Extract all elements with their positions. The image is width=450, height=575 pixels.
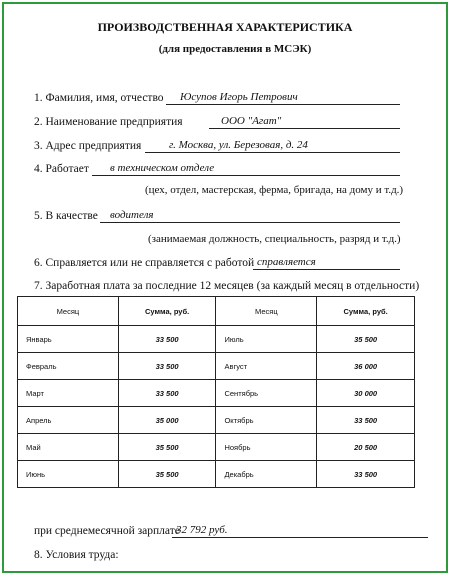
salary-label: 7. Заработная плата за последние 12 месяцев (за каждый месяц в отдельности) bbox=[34, 280, 420, 292]
month-cell: Февраль bbox=[18, 353, 119, 380]
sum-cell[interactable]: 30 000 bbox=[317, 380, 415, 407]
table-row bbox=[18, 353, 415, 380]
address-field[interactable] bbox=[145, 139, 400, 153]
sum-cell[interactable]: 35 500 bbox=[118, 434, 216, 461]
month-cell: Сентябрь bbox=[216, 380, 317, 407]
table-row bbox=[18, 434, 415, 461]
copes-field[interactable] bbox=[253, 256, 400, 270]
average-salary-label: при среднемесячной зарплате bbox=[34, 525, 180, 537]
sum-cell[interactable]: 33 500 bbox=[118, 326, 216, 353]
average-salary-field[interactable] bbox=[172, 524, 428, 538]
position-hint: (занимаемая должность, специальность, разряд и т.д.) bbox=[148, 233, 401, 245]
header-month-2: Месяц bbox=[216, 297, 317, 326]
address-label: 3. Адрес предприятия bbox=[34, 140, 142, 152]
header-sum-1: Сумма, руб. bbox=[118, 297, 216, 326]
month-cell: Октябрь bbox=[216, 407, 317, 434]
conditions-label: 8. Условия труда: bbox=[34, 549, 119, 561]
sum-cell[interactable]: 35 000 bbox=[118, 407, 216, 434]
salary-table bbox=[17, 296, 415, 488]
work-value: в техническом отделе bbox=[110, 162, 215, 174]
work-hint: (цех, отдел, мастерская, ферма, бригада, на дому и т.д.) bbox=[145, 184, 404, 196]
work-label: 4. Работает bbox=[34, 163, 89, 175]
table-header-row bbox=[18, 297, 415, 326]
month-cell: Апрель bbox=[18, 407, 119, 434]
fio-value: Юсупов Игорь Петрович bbox=[180, 91, 298, 103]
org-field[interactable] bbox=[209, 115, 400, 129]
month-cell: Январь bbox=[18, 326, 119, 353]
sum-cell[interactable]: 36 000 bbox=[317, 353, 415, 380]
position-value: водителя bbox=[110, 209, 154, 221]
header-sum-2: Сумма, руб. bbox=[317, 297, 415, 326]
document-title: ПРОИЗВОДСТВЕННАЯ ХАРАКТЕРИСТИКА bbox=[97, 20, 353, 34]
document-subtitle: (для предоставления в МСЭК) bbox=[158, 43, 312, 55]
month-cell: Март bbox=[18, 380, 119, 407]
copes-label: 6. Справляется или не справляется с работой bbox=[34, 257, 255, 269]
sum-cell[interactable]: 33 500 bbox=[118, 380, 216, 407]
sum-cell[interactable]: 20 500 bbox=[317, 434, 415, 461]
position-label: 5. В качестве bbox=[34, 210, 98, 222]
table-row bbox=[18, 461, 415, 488]
month-cell: Июнь bbox=[18, 461, 119, 488]
month-cell: Ноябрь bbox=[216, 434, 317, 461]
month-cell: Июль bbox=[216, 326, 317, 353]
org-value: ООО "Агат" bbox=[221, 115, 282, 127]
table-row bbox=[18, 380, 415, 407]
fio-field[interactable] bbox=[166, 91, 400, 105]
table-row bbox=[18, 326, 415, 353]
position-field[interactable] bbox=[100, 209, 400, 223]
sum-cell[interactable]: 35 500 bbox=[118, 461, 216, 488]
address-value: г. Москва, ул. Березовая, д. 24 bbox=[169, 139, 308, 151]
table-row bbox=[18, 407, 415, 434]
average-salary-value: 32 792 руб. bbox=[176, 524, 228, 536]
sum-cell[interactable]: 35 500 bbox=[317, 326, 415, 353]
work-field[interactable] bbox=[92, 162, 400, 176]
month-cell: Декабрь bbox=[216, 461, 317, 488]
sum-cell[interactable]: 33 500 bbox=[317, 407, 415, 434]
fio-label: 1. Фамилия, имя, отчество bbox=[34, 92, 164, 104]
month-cell: Май bbox=[18, 434, 119, 461]
org-label: 2. Наименование предприятия bbox=[34, 116, 183, 128]
sum-cell[interactable]: 33 500 bbox=[317, 461, 415, 488]
header-month-1: Месяц bbox=[18, 297, 119, 326]
sum-cell[interactable]: 33 500 bbox=[118, 353, 216, 380]
copes-value: справляется bbox=[257, 256, 316, 268]
month-cell: Август bbox=[216, 353, 317, 380]
